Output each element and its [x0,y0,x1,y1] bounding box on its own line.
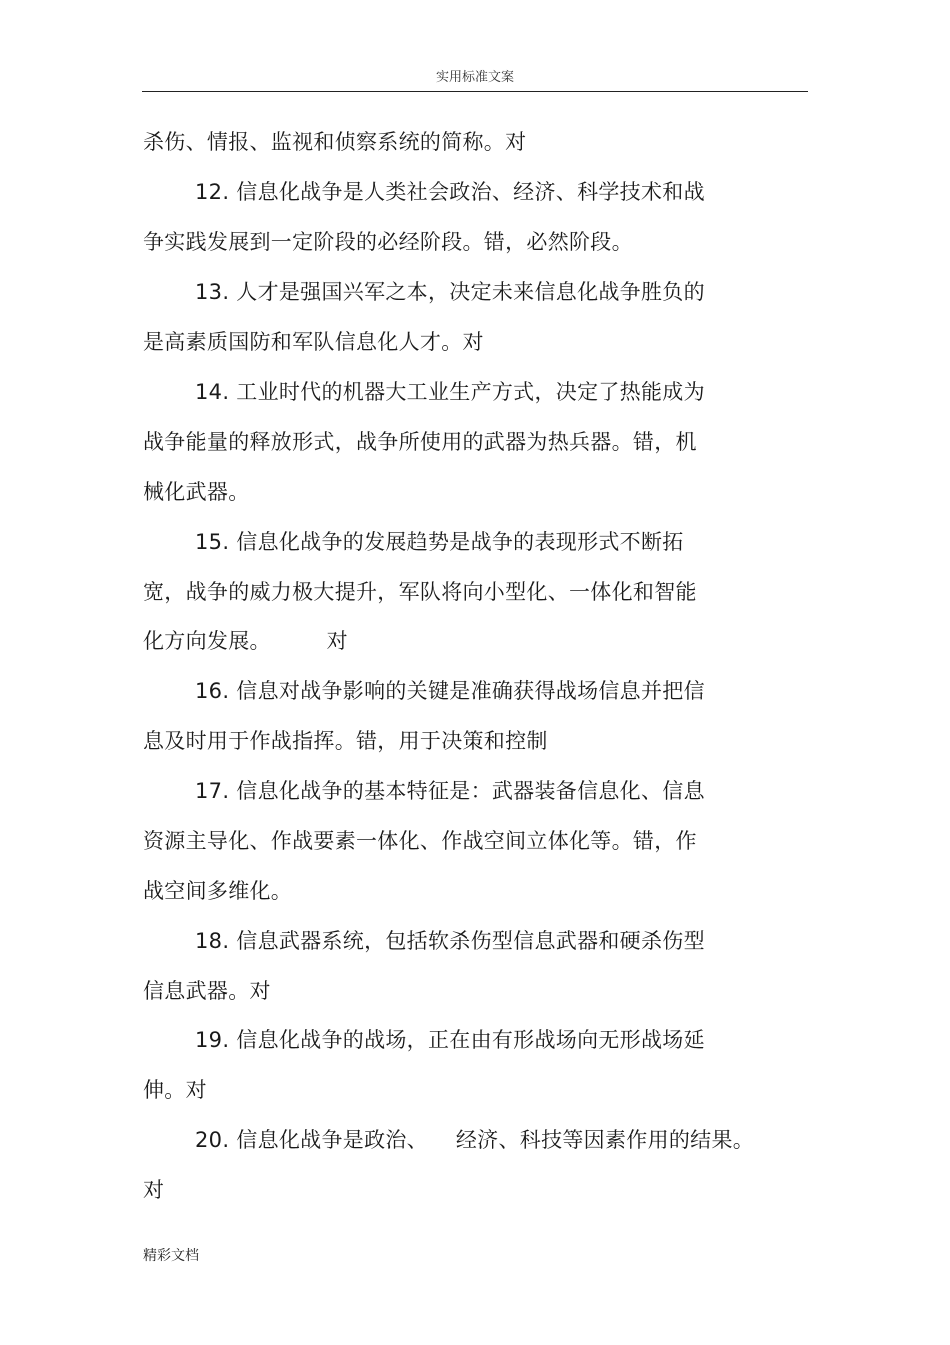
item-15-line: 15. 信息化战争的发展趋势是战争的表现形式不断拓 [195,530,684,554]
page-header: 实用标准文案 [435,70,514,85]
text-line: 伸。对 [143,1078,207,1102]
text-line: 息及时用于作战指挥。错，用于决策和控制 [143,729,548,753]
item-13-line: 13. 人才是强国兴军之本，决定未来信息化战争胜负的 [195,280,705,304]
item-14-line: 14. 工业时代的机器大工业生产方式，决定了热能成为 [195,380,705,404]
item-19-line: 19. 信息化战争的战场，正在由有形战场向无形战场延 [195,1028,705,1052]
item-16-line: 16. 信息对战争影响的关键是准确获得战场信息并把信 [195,679,705,703]
text-line: 战争能量的释放形式，战争所使用的武器为热兵器。错，机 [143,430,697,454]
text-line: 杀伤、情报、监视和侦察系统的简称。对 [143,130,527,154]
text-line: 化方向发展。 对 [143,629,348,653]
text-line: 对 [143,1178,165,1202]
text-line: 是高素质国防和军队信息化人才。对 [143,330,484,354]
text-line: 资源主导化、作战要素一体化、作战空间立体化等。错，作 [143,829,697,853]
text-line: 战空间多维化。 [143,879,293,903]
item-20-line: 20. 信息化战争是政治、 经济、科技等因素作用的结果。 [195,1128,755,1152]
text-line: 械化武器。 [143,480,250,504]
item-17-line: 17. 信息化战争的基本特征是：武器装备信息化、信息 [195,779,705,803]
page-footer: 精彩文档 [143,1248,199,1264]
item-12-line: 12. 信息化战争是人类社会政治、经济、科学技术和战 [195,180,705,204]
item-18-line: 18. 信息武器系统，包括软杀伤型信息武器和硬杀伤型 [195,929,705,953]
text-line: 宽，战争的威力极大提升，军队将向小型化、一体化和智能 [143,580,697,604]
text-line: 信息武器。对 [143,979,271,1003]
text-line: 争实践发展到一定阶段的必经阶段。错，必然阶段。 [143,230,633,254]
header-rule [142,91,808,92]
